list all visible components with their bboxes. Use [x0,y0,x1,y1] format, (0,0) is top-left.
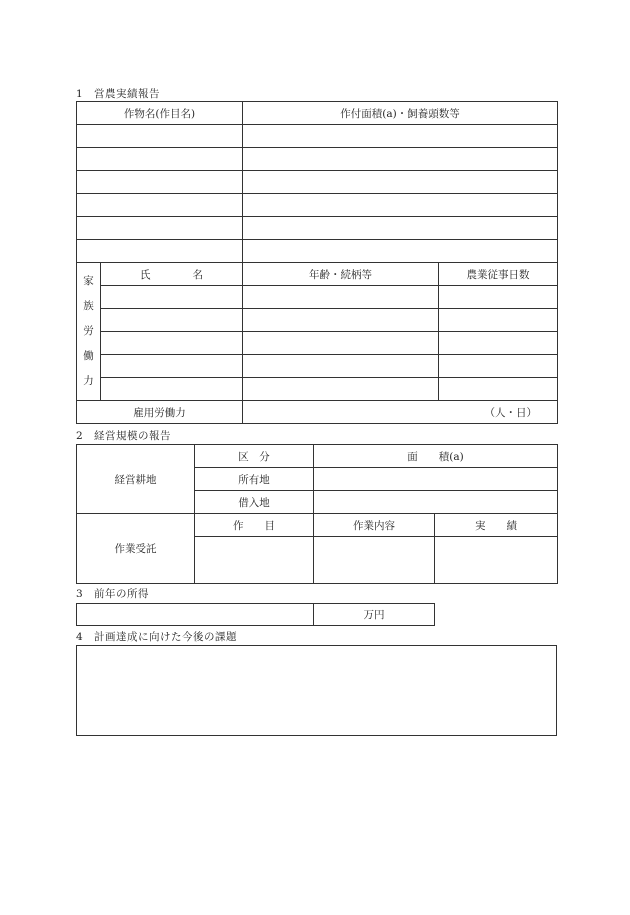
family-labor-label: 家 族 労 働 力 [77,263,101,401]
name-cell[interactable] [101,332,243,355]
farming-results-table [76,101,558,424]
section-4-heading [76,629,237,644]
section-number: 1 [76,88,84,100]
area-cell[interactable] [243,171,558,194]
future-issues-box [76,645,557,736]
owned-area-cell[interactable] [314,468,558,491]
income-table [76,603,435,626]
area-cell[interactable] [243,240,558,263]
days-cell[interactable] [439,378,558,401]
crop-cell[interactable] [77,148,243,171]
table-row [77,378,558,401]
section-title: 前年の所得 [94,588,149,600]
days-cell[interactable] [439,355,558,378]
table-row [77,286,558,309]
age-cell[interactable] [243,378,439,401]
name-cell[interactable] [101,309,243,332]
management-scale-table [76,444,558,584]
owned-land-label: 所有地 [195,468,314,491]
name-cell[interactable] [101,355,243,378]
farmland-label: 経営耕地 [77,445,195,514]
area-cell[interactable] [243,194,558,217]
hired-labor-unit[interactable]: （人・日） [243,401,558,424]
age-cell[interactable] [243,309,439,332]
income-input-cell[interactable] [77,604,314,626]
work-content-header: 作業内容 [314,514,435,537]
section-number: 3 [76,588,84,600]
table-row [77,240,558,263]
name-header: 氏 名 [101,263,243,286]
hired-labor-label: 雇用労働力 [77,401,243,424]
category-header: 区 分 [195,445,314,468]
age-header: 年齢・続柄等 [243,263,439,286]
section-title: 計画達成に向けた今後の課題 [94,631,237,643]
contract-crop-cell[interactable] [195,537,314,584]
age-cell[interactable] [243,286,439,309]
section-2-heading [76,428,171,443]
days-header: 農業従事日数 [439,263,558,286]
name-cell[interactable] [101,286,243,309]
table-row [77,171,558,194]
table-row [77,125,558,148]
section-number: 4 [76,631,84,643]
income-unit: 万円 [314,604,435,626]
area-cell[interactable] [243,217,558,240]
section-title: 営農実績報告 [94,88,160,100]
crop-name-header: 作物名(作目名) [77,102,243,125]
work-content-cell[interactable] [314,537,435,584]
name-cell[interactable] [101,378,243,401]
results-header: 実 績 [435,514,558,537]
table-row [77,194,558,217]
table-row [77,332,558,355]
leased-land-label: 借入地 [195,491,314,514]
age-cell[interactable] [243,355,439,378]
contract-work-label: 作業受託 [77,514,195,584]
leased-area-cell[interactable] [314,491,558,514]
future-issues-input[interactable] [77,646,557,736]
farmland-area-header: 面 積(a) [314,445,558,468]
area-header: 作付面積(a)・飼養頭数等 [243,102,558,125]
section-3-heading [76,586,149,601]
crop-cell[interactable] [77,125,243,148]
table-row [77,309,558,332]
table-row [77,355,558,378]
crop-cell[interactable] [77,194,243,217]
area-cell[interactable] [243,125,558,148]
age-cell[interactable] [243,332,439,355]
contract-crop-header: 作 目 [195,514,314,537]
crop-cell[interactable] [77,217,243,240]
area-cell[interactable] [243,148,558,171]
days-cell[interactable] [439,332,558,355]
section-number: 2 [76,430,84,442]
section-1-heading [76,86,160,101]
table-row [77,148,558,171]
crop-cell[interactable] [77,171,243,194]
crop-cell[interactable] [77,240,243,263]
days-cell[interactable] [439,286,558,309]
days-cell[interactable] [439,309,558,332]
table-row [77,217,558,240]
results-cell[interactable] [435,537,558,584]
section-title: 経営規模の報告 [94,430,171,442]
